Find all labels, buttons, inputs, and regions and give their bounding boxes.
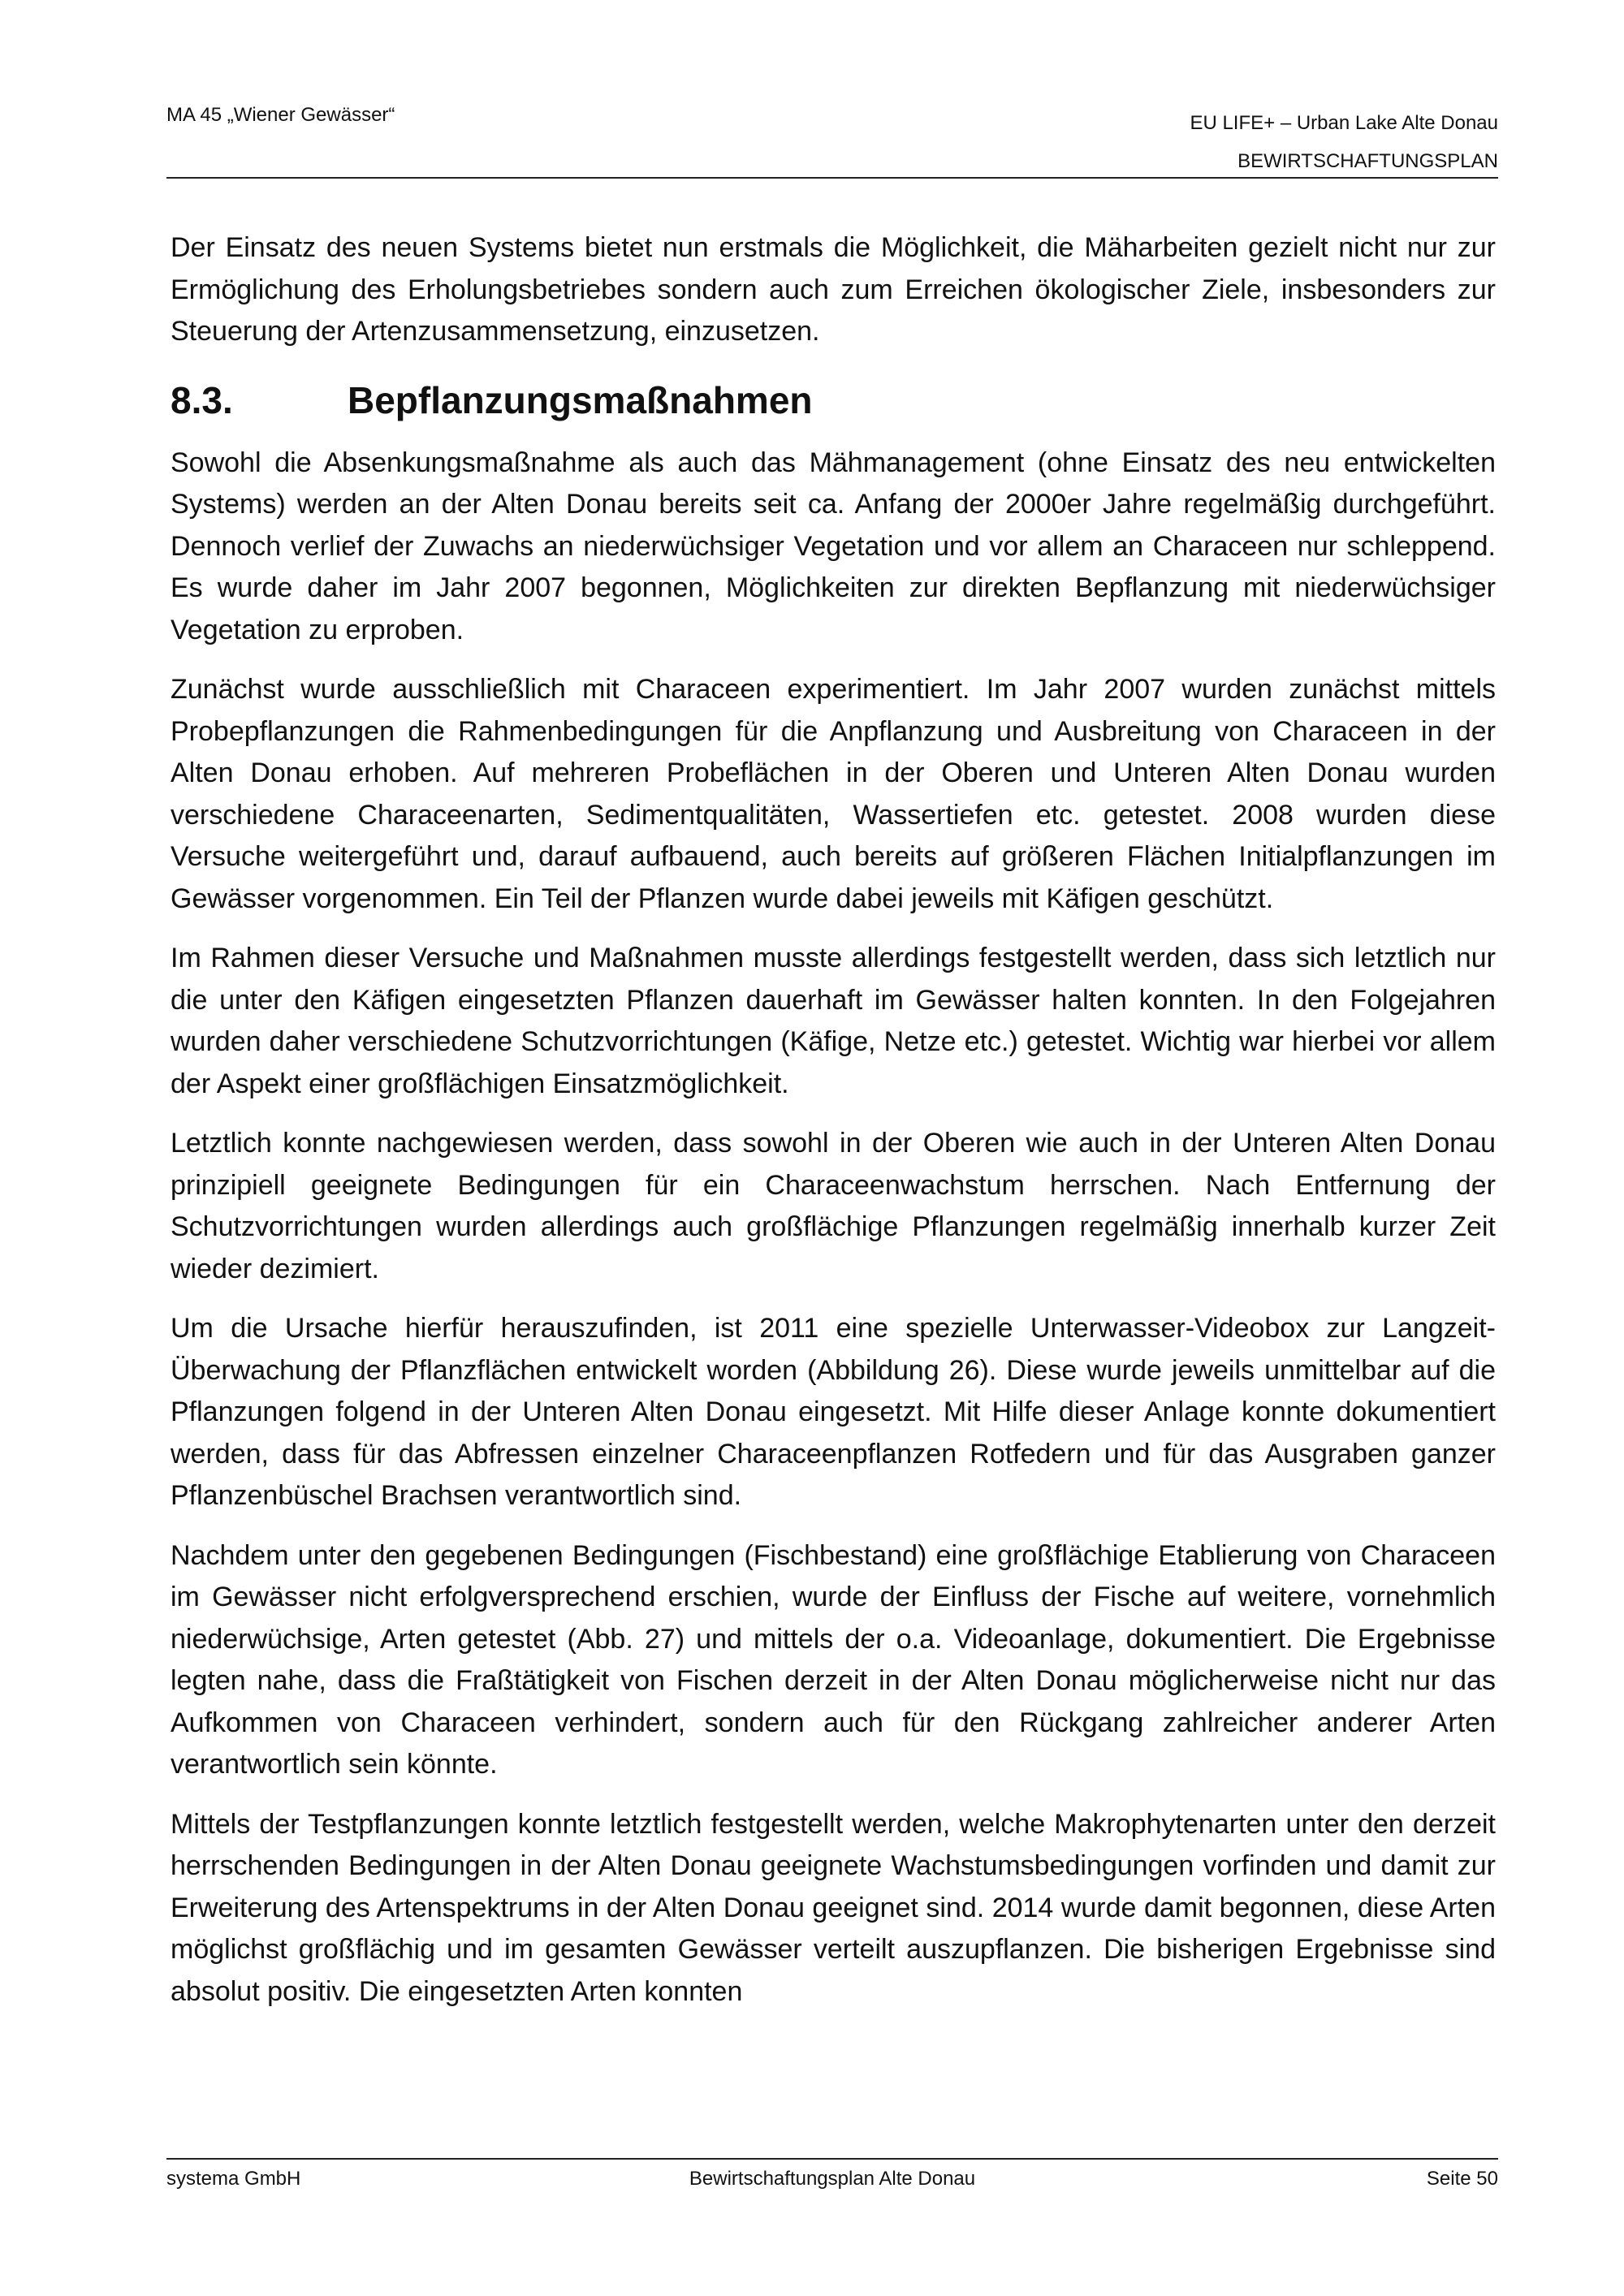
footer-document-title: Bewirtschaftungsplan Alte Donau bbox=[689, 2168, 976, 2190]
footer-company: systema GmbH bbox=[166, 2168, 301, 2190]
body-paragraph: Zunächst wurde ausschließlich mit Characeen experimentiert. Im Jahr 2007 wurden zunächst mittels Probepflanzungen die Rahmenbedingungen für die Anpflanzung und Ausbreitung von Characeen in der Alten Donau erhoben. Auf mehreren Probeflächen in der Oberen und Unteren Alten Donau wurden verschiedene Characeenarten, Sedimentqualitäten, Wassertiefen etc. getestet. 2008 wurden diese Versuche weitergeführt und, darauf aufbauend, auch bereits auf größeren Flächen Initialpflanzungen im Gewässer vorgenommen. Ein Teil der Pflanzen wurde dabei jeweils mit Käfigen geschützt. bbox=[171, 674, 1496, 914]
body-paragraph: Nachdem unter den gegebenen Bedingungen (Fischbestand) eine großflächige Etablierung von Characeen im Gewässer nicht erfolgversprechend erschien, wurde der Einfluss der Fische auf weitere, vornehmlich niederwüchsige, Arten getestet (Abb. 27) und mittels der o.a. Videoanlage, dokumentiert. Die Ergebnisse legten nahe, dass die Fraßtätigkeit von Fischen derzeit in der Alten Donau möglicherweise nicht nur das Aufkommen von Characeen verhindert, sondern auch für den Rückgang zahlreicher anderer Arten verantwortlich sein könnte. bbox=[171, 1539, 1496, 1780]
body-paragraph: Letztlich konnte nachgewiesen werden, dass sowohl in der Oberen wie auch in der Unteren Alten Donau prinzipiell geeignete Bedingungen für ein Characeenwachstum herrschen. Nach Entfernung der Schutzvorrichtungen wurden allerdings auch großflächige Pflanzungen regelmäßig innerhalb kurzer Zeit wieder dezimiert. bbox=[171, 1128, 1496, 1284]
section-heading bbox=[171, 376, 1496, 425]
document-body bbox=[171, 227, 1496, 2031]
section-title: Bepflanzungsmaßnahmen bbox=[348, 378, 813, 421]
body-paragraph: Im Rahmen dieser Versuche und Maßnahmen musste allerdings festgestellt werden, dass sich letztlich nur die unter den Käfigen eingesetzten Pflanzen dauerhaft im Gewässer halten konnten. In den Folgejahren wurden daher verschiedene Schutzvorrichtungen (Käfige, Netze etc.) getestet. Wichtig war hierbei vor allem der Aspekt einer großflächigen Einsatzmöglichkeit. bbox=[171, 943, 1496, 1099]
page-header bbox=[166, 96, 1498, 177]
header-organization: MA 45 „Wiener Gewässer“ bbox=[166, 104, 395, 126]
header-divider bbox=[166, 177, 1498, 179]
header-project-title: EU LIFE+ – Urban Lake Alte Donau bbox=[1190, 112, 1498, 134]
page-footer bbox=[166, 2168, 1498, 2200]
section-number: 8.3. bbox=[171, 378, 233, 421]
header-project-block bbox=[1190, 104, 1498, 180]
body-paragraph: Sowohl die Absenkungsmaßnahme als auch das Mähmanagement (ohne Einsatz des neu entwickelten Systems) werden an der Alten Donau bereits seit ca. Anfang der 2000er Jahre regelmäßig durchgeführt. Dennoch verlief der Zuwachs an niederwüchsiger Vegetation und vor allem an Characeen nur schleppend. Es wurde daher im Jahr 2007 begonnen, Möglichkeiten zur direkten Bepflanzung mit niederwüchsiger Vegetation zu erproben. bbox=[171, 447, 1496, 645]
intro-paragraph: Der Einsatz des neuen Systems bietet nun erstmals die Möglichkeit, die Mäharbeiten gezielt nicht nur zur Ermöglichung des Erholungsbetriebes sondern auch zum Erreichen ökologischer Ziele, insbesonders zur Steuerung der Artenzusammensetzung, einzusetzen. bbox=[171, 232, 1496, 347]
footer-page-number: Seite 50 bbox=[1426, 2168, 1498, 2190]
footer-divider bbox=[166, 2158, 1498, 2160]
body-paragraph: Mittels der Testpflanzungen konnte letztlich festgestellt werden, welche Makrophytenarten unter den derzeit herrschenden Bedingungen in der Alten Donau geeignete Wachstumsbedingungen vorfinden und damit zur Erweiterung des Artenspektrums in der Alten Donau geeignet sind. 2014 wurde damit begonnen, diese Arten möglichst großflächig und im gesamten Gewässer verteilt auszupflanzen. Die bisherigen Ergebnisse sind absolut positiv. Die eingesetzten Arten konnten bbox=[171, 1808, 1496, 2007]
body-paragraph: Um die Ursache hierfür herauszufinden, ist 2011 eine spezielle Unterwasser-Videobox zur Langzeit-Überwachung der Pflanzflächen entwickelt worden (Abbildung 26). Diese wurde jeweils unmittelbar auf die Pflanzungen folgend in der Unteren Alten Donau eingesetzt. Mit Hilfe dieser Anlage konnte dokumentiert werden, dass für das Abfressen einzelner Characeenpflanzen Rotfedern und für das Ausgraben ganzer Pflanzenbüschel Brachsen verantwortlich sind. bbox=[171, 1313, 1496, 1511]
header-document-type: BEWIRTSCHAFTUNGSPLAN bbox=[1237, 150, 1498, 172]
